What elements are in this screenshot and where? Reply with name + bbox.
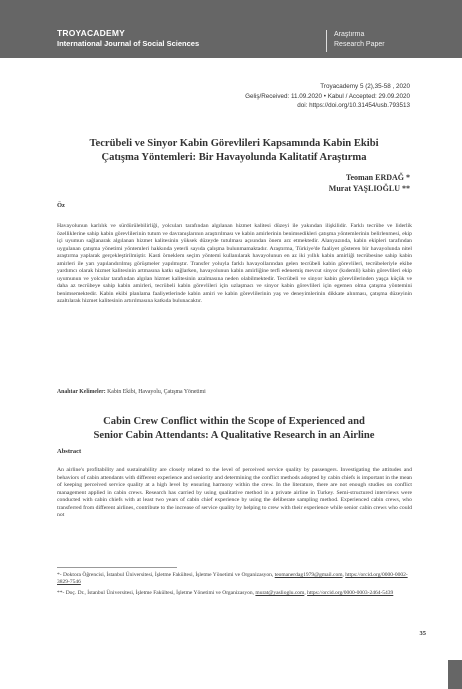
page-edge-tab: [448, 660, 462, 689]
footnote-2-email[interactable]: murat@yaslioglu.com: [255, 589, 305, 596]
footnote-2-text: **- Doç. Dr., İstanbul Üniversitesi, İşletme Fakültesi, İşletme Yönetimi ve Organizasyon,: [57, 589, 255, 596]
footnote-1-email[interactable]: teomanerdag1979@gmail.com: [274, 572, 343, 578]
title-en-line2: Senior Cabin Attendants: A Qualitative Research in an Airline: [93, 430, 375, 441]
author-2: Murat YAŞLIOĞLU **: [328, 184, 410, 193]
footnote-2-orcid[interactable]: https://orcid.org/0000-0003-2464-5439: [307, 589, 394, 596]
abstract-heading: Abstract: [57, 448, 82, 455]
footnote-1-orcid[interactable]: https://orcid.org/0000-0002-3829-7546: [57, 572, 408, 586]
title-turkish: [57, 137, 411, 165]
page-number: 35: [419, 630, 426, 637]
author-1: Teoman ERDAĞ *: [345, 173, 410, 182]
title-english: [57, 415, 411, 443]
journal-title-block: [57, 28, 199, 49]
article-type-en: Research Paper: [334, 41, 385, 48]
doi-link[interactable]: doi: https://doi.org/10.31454/usb.793513: [297, 102, 410, 109]
article-type: [334, 30, 385, 50]
journal-header: [0, 0, 462, 58]
header-divider: [326, 30, 327, 52]
journal-subtitle: International Journal of Social Sciences: [57, 39, 200, 48]
footnotes: [57, 572, 412, 600]
abstract-english: An airline's profitability and sustainability are closely related to the level of perceived service quality by passengers. Investigating the attitudes and behaviors of cabin attendants with different experience and seniority and determining the conflict methods adopted by cabin chiefs is important in the mean of keeping perceived service quality at a high level by ensuring harmony within the crew. In the literature, there are not enough studies on conflict management applied in cabin crews. Research has carried by using qualitative method in a private airline in Turkey. Semi-structured interviews were conducted with cabin chiefs with at least two years of cabin chief experience by using the deliberate sampling method. Experienced cabin crews, who transferred from different airlines, contribute to the increase of service quality by helping to crew with their experience while senior cabin crews who could not: [57, 467, 412, 519]
title-en-line1: Cabin Crew Conflict within the Scope of Experienced and: [103, 416, 365, 427]
journal-name: TROYACADEMY: [57, 28, 126, 38]
citation: Troyacademy 5 (2),35-58 , 2020: [320, 83, 410, 90]
footnote-2: **- Doç. Dr., İstanbul Üniversitesi, İşletme Fakültesi, İşletme Yönetimi ve Organizasyon, murat@yaslioglu.com, https://orcid.org/0000-0003-2464-5439: [57, 589, 394, 596]
footnote-1-text: *- Doktora Öğrencisi, İstanbul Üniversitesi, İşletme Fakültesi, İşletme Yönetimi ve Organizasyon,: [57, 572, 274, 578]
keywords-label: Anahtar Kelimeler:: [57, 389, 106, 395]
abstract-turkish: Havayolunun karlılık ve sürdürülebilirliği, yolcuları tarafından algılanan hizmet kalitesi düzeyi ile yakından ilişkilidir. Farklı tecrübe ve liderlik özelliklerine sahip kabin görevlilerinin tutum ve davranışlarının araştırılması ve kabin amirlerinin benimsedikleri çatışma yöntemlerinin belirlenmesi, ekip içi uyumun sağlanarak algılanan hizmet kalitesinin yüksek düzeyde tutulması açısından önem arz etmektedir. Alanyazında, kabin ekipleri tarafından uygulanan çatışma yönetimi yöntemleri hakkında yeterli sayıda çalışma bulunmamaktadır. Araştırma, Türkiye'de faaliyet gösteren bir havayolunda nitel araştırma yaplarak gerçekleştirilmiştir. Kasti örneklem seçim yöntemi kullanılarak havayolunun en az iki yıllık kabin amirliği tecrübesine sahip kabin amirleri ile yarı yapılandırılmış görüşmeler yapılmıştır. Transfer yoluyla farklı havayollarından gelen tecrübeli kabin görevlileri, tecrübeleriyle ekibe yardımcı olarak hizmet kalitesinin artmasına katkı sağlarken, havayolunun kabin amirliğine terfi edenemiş mevcut sinyor (kıdemli) kabin görevlileri ekip uyumunun ve yolcular tarafından algılan hizmet kalitesinin azalmasına neden olabilmektedir. Tecrübeli ve sinyor kabin görevlilerinden yaşça küçük ve daha az tecrübeye sahip kabin amirleri, tecrübeli kabin görevlileri için uzlaşmacı ve sinyor kabin görevlileri için egemen olma çatışma yöntemini benimsemektedir. Kabin ekibi planlama faaliyetlerinde kabin amiri ve kabin görevlilerinin yaş ve deneyimlerinin dikkate alınması, çatışma düzeyinin azaltılarak hizmet kalitesinin artırılmasına katkıda bulunacaktır.: [57, 223, 412, 305]
footnote-1: *- Doktora Öğrencisi, İstanbul Üniversitesi, İşletme Fakültesi, İşletme Yönetimi ve Organizasyon, teomanerdag1979@gmail.com, https://orcid.org/0000-0002-3829-7546: [57, 572, 408, 586]
article-meta: [245, 82, 410, 111]
authors: [329, 172, 410, 194]
title-tr-line1: Tecrübeli ve Sinyor Kabin Görevlileri Kapsamında Kabin Ekibi: [89, 138, 379, 149]
oz-heading: Öz: [57, 202, 65, 209]
footnote-divider: [57, 567, 177, 568]
received-accepted-dates: Geliş/Received: 11.09.2020 • Kabul / Accepted: 29.09.2020: [245, 92, 410, 100]
keywords-list: Kabin Ekibi, Havayolu, Çatışma Yönetimi: [107, 389, 206, 395]
article-type-tr: Araştırma: [334, 31, 365, 38]
keywords: [57, 389, 206, 395]
title-tr-line2: Çatışma Yöntemleri: Bir Havayolunda Kalitatif Araştırma: [101, 152, 367, 163]
